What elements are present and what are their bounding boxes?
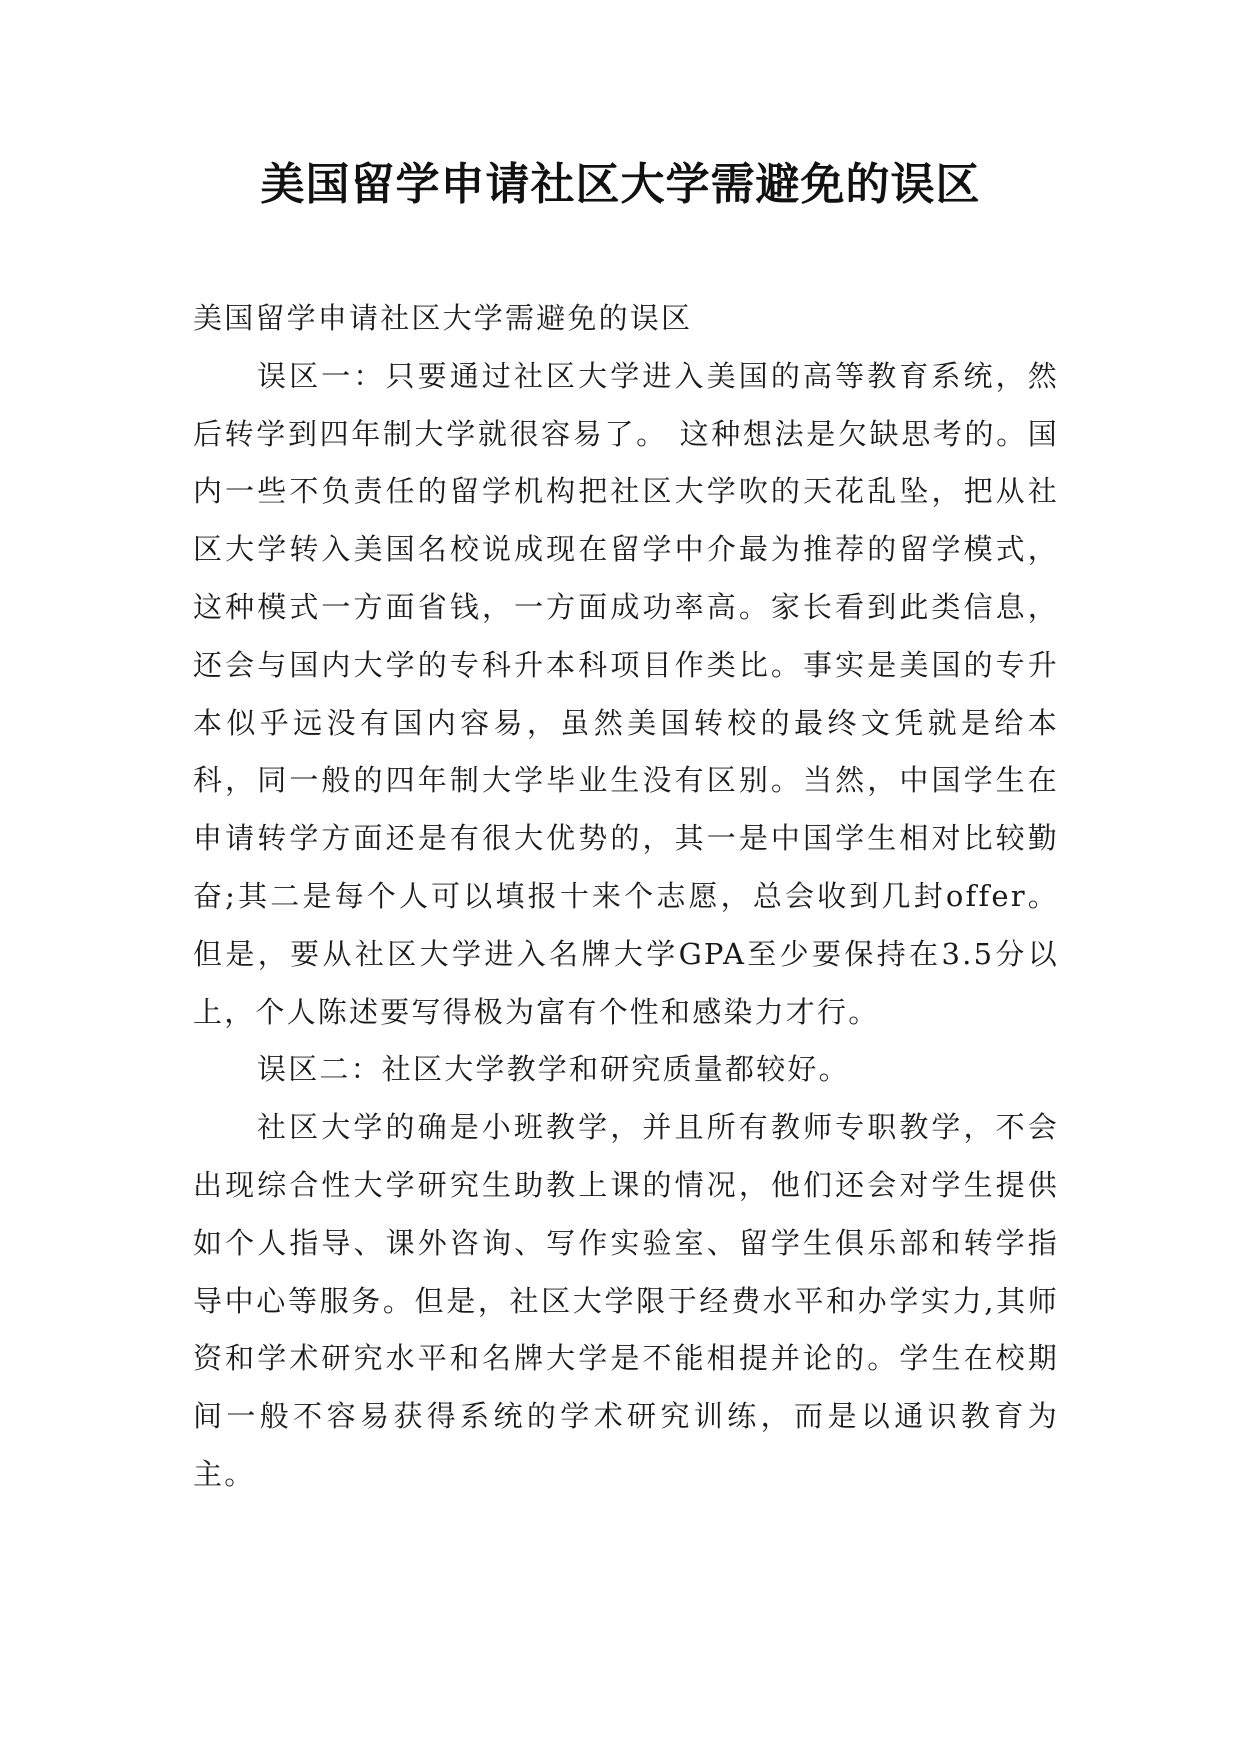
myth-two-heading-paragraph: 误区二：社区大学教学和研究质量都较好。 bbox=[257, 1052, 850, 1087]
myth-two-body-paragraph: 社区大学的确是小班教学，并且所有教师专职教学，不会出现综合性大学研究生助教上课的情况，他们还会对学生提供如个人指导、课外咨询、写作实验室、留学生俱乐部和转学指导中心等服务。但是，社区大学限于经费水平和办学实力,其师资和学术研究水平和名牌大学是不能相提并论的。学生在校期间一般不容易获得系统的学术研究训练，而是以通识教育为主。 bbox=[193, 1110, 1059, 1491]
myth-one-paragraph: 误区一：只要通过社区大学进入美国的高等教育系统，然后转学到四年制大学就很容易了。 这种想法是欠缺思考的。国内一些不负责任的留学机构把社区大学吹的天花乱坠，把从社区大学转入美国名校说成现在留学中介最为推荐的留学模式，这种模式一方面省钱，一方面成功率高。家长看到此类信息，还会与国内大学的专科升本科项目作类比。事实是美国的专升本似乎远没有国内容易，虽然美国转校的最终文凭就是给本科，同一般的四年制大学毕业生没有区别。当然，中国学生在申请转学方面还是有很大优势的，其一是中国学生相对比较勤奋;其二是每个人可以填报十来个志愿，总会收到几封offer。但是，要从社区大学进入名牌大学GPA至少要保持在3.5分以上，个人陈述要写得极为富有个性和感染力才行。 bbox=[193, 358, 1059, 1029]
document-title: 美国留学申请社区大学需避免的误区 bbox=[260, 159, 981, 210]
subtitle-paragraph: 美国留学申请社区大学需避免的误区 bbox=[193, 301, 693, 335]
document-body bbox=[193, 290, 1059, 1504]
